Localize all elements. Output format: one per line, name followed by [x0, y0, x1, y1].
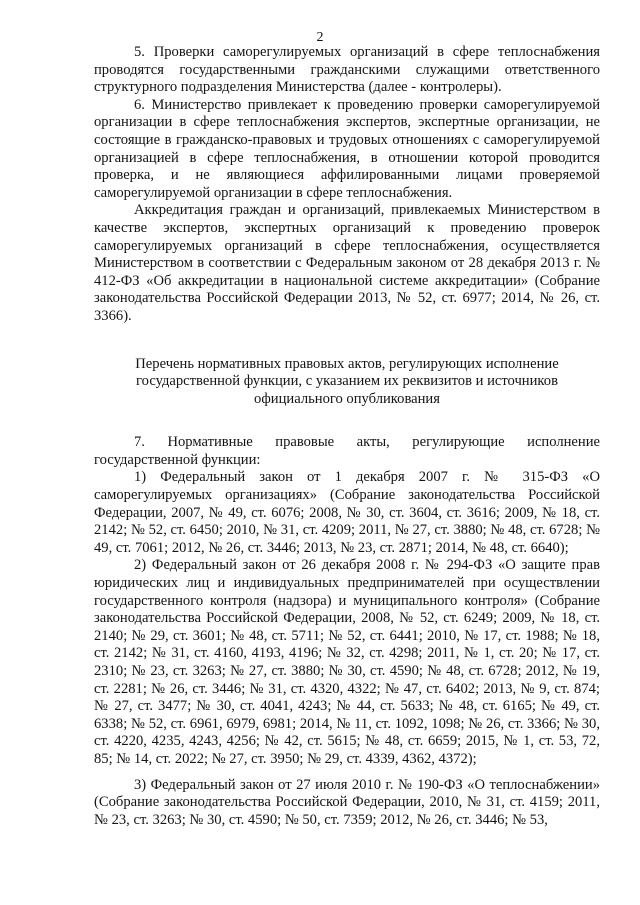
paragraph-7: 7. Нормативные правовые акты, регулирующие исполнение государственной функции:: [94, 434, 600, 468]
law-item-3: 3) Федеральный закон от 27 июля 2010 г. № 190-ФЗ «О теплоснабжении» (Собрание законодательства Российской Федерации, 2010, № 31, ст. 4159; 2011, № 23, ст. 3263; № 30, ст. 4590; № 50, ст. 7359; 2012, № 26, ст. 3446; № 53,: [94, 776, 600, 828]
spacer: [94, 769, 600, 777]
paragraph-5: 5. Проверки саморегулируемых организаций в сфере теплоснабжения проводятся государственными гражданскими служащими ответственного структурного подразделения Министерства (далее - контролеры).: [94, 44, 600, 96]
paragraph-6: 6. Министерство привлекает к проведению проверки саморегулируемой организации в сфере теплоснабжения экспертов, экспертные организации, не состоящие в гражданско-правовых и трудовых отношениях с саморегулируемой организацией в сфере теплоснабжения, в отношении которой проводится проверка, и не являющиеся аффилированными лицами проверяемой саморегулируемой организации в сфере теплоснабжения.: [94, 96, 600, 201]
document-body: [94, 44, 600, 829]
page-number: 2: [316, 30, 324, 45]
law-item-2: 2) Федеральный закон от 26 декабря 2008 г. № 294-ФЗ «О защите прав юридических лиц и индивидуальных предпринимателей при осуществлении государственного контроля (надзора) и муниципального контроля» (Собрание законодательства Российской Федерации, 2008, № 52, ст. 6249; 2009, № 18, ст. 2140; № 29, ст. 3601; № 48, ст. 5711; № 52, ст. 6441; 2010, № 17, ст. 1988; № 18, ст. 2142; № 31, ст. 4160, 4193, 4196; № 32, ст. 4298; 2011, № 1, ст. 20; № 17, ст. 2310; № 23, ст. 3263; № 27, ст. 3880; № 30, ст. 4590; № 48, ст. 6728; 2012, № 19, ст. 2281; № 26, ст. 3446; № 31, ст. 4320, 4322; № 47, ст. 6402; 2013, № 9, ст. 874; № 27, ст. 3477; № 30, ст. 4041, 4243; № 44, ст. 5633; № 48, ст. 6165; № 49, ст. 6338; № 52, ст. 6961, 6979, 6981; 2014, № 11, ст. 1092, 1098; № 26, ст. 3366; № 30, ст. 4220, 4235, 4243, 4256; № 42, ст. 5615; № 48, ст. 6659; 2015, № 1, ст. 53, 72, 85; № 14, ст. 2022; № 27, ст. 3950; № 29, ст. 4339, 4362, 4372);: [94, 557, 600, 767]
law-item-1: 1) Федеральный закон от 1 декабря 2007 г. № 315-ФЗ «О саморегулируемых организациях» (Собрание законодательства Российской Федерации, 2007, № 49, ст. 6076; 2008, № 30, ст. 3604, ст. 3616; 2009, № 18, ст. 2142; № 52, ст. 6450; 2010, № 31, ст. 4209; 2011, № 27, ст. 3880; № 48, ст. 6728; № 49, ст. 7061; 2012, № 26, ст. 3446; 2013, № 23, ст. 2871; 2014, № 48, ст. 6640);: [94, 469, 600, 556]
paragraph-accreditation: Аккредитация граждан и организаций, привлекаемых Министерством в качестве экспертов, экспертных организаций к проведению проверок саморегулируемых организаций в сфере теплоснабжения, осуществляется Министерством в соответствии с Федеральным законом от 28 декабря 2013 г. № 412-ФЗ «Об аккредитации в национальной системе аккредитации» (Собрание законодательства Российской Федерации 2013, № 52, ст. 6977; 2014, № 26, ст. 3366).: [94, 202, 600, 324]
section-heading: Перечень нормативных правовых актов, регулирующих исполнение государственной функции, с указанием их реквизитов и источников официального опубликования: [135, 355, 559, 407]
